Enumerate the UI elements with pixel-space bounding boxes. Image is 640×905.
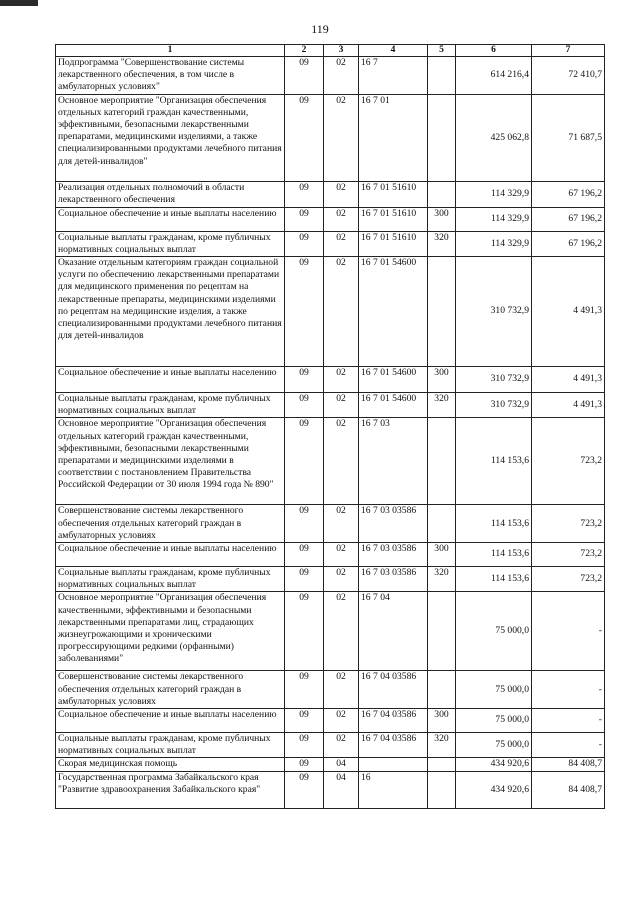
target-article-cell: 16 [359, 771, 428, 808]
amount-cell: 614 216,4 [456, 57, 532, 95]
amount-cell: 67 196,2 [532, 207, 605, 231]
subsection-code-cell: 02 [324, 57, 359, 95]
target-article-cell: 16 7 03 03586 [359, 505, 428, 543]
expense-type-cell: 300 [428, 367, 456, 393]
table-row [56, 231, 605, 256]
row-name-cell: Скорая медицинская помощь [56, 758, 285, 771]
row-name-cell: Социальное обеспечение и иные выплаты населению [56, 709, 285, 733]
expense-type-cell: 320 [428, 733, 456, 758]
amount-cell: - [532, 592, 605, 671]
amount-cell: 67 196,2 [532, 181, 605, 207]
target-article-cell: 16 7 03 [359, 418, 428, 505]
section-code-cell: 09 [285, 57, 324, 95]
subsection-code-cell: 02 [324, 592, 359, 671]
amount-cell: 723,2 [532, 567, 605, 592]
row-name-cell: Социальные выплаты гражданам, кроме публичных нормативных социальных выплат [56, 393, 285, 418]
amount-cell: 4 491,3 [532, 367, 605, 393]
target-article-cell: 16 7 03 03586 [359, 567, 428, 592]
row-name-cell: Государственная программа Забайкальского края "Развитие здравоохранения Забайкальского края" [56, 771, 285, 808]
section-code-cell: 09 [285, 94, 324, 181]
expense-type-cell [428, 771, 456, 808]
expense-type-cell: 320 [428, 393, 456, 418]
amount-cell: 72 410,7 [532, 57, 605, 95]
amount-cell: 67 196,2 [532, 231, 605, 256]
amount-cell: 75 000,0 [456, 671, 532, 709]
expense-type-cell [428, 57, 456, 95]
row-name-cell: Реализация отдельных полномочий в области лекарственного обеспечения [56, 181, 285, 207]
amount-cell: 75 000,0 [456, 709, 532, 733]
section-code-cell: 09 [285, 733, 324, 758]
section-code-cell: 09 [285, 505, 324, 543]
row-name-cell: Социальное обеспечение и иные выплаты населению [56, 543, 285, 567]
expense-type-cell: 300 [428, 543, 456, 567]
section-code-cell: 09 [285, 367, 324, 393]
row-name-cell: Совершенствование системы лекарственного обеспечения отдельных категорий граждан в амбулаторных условиях [56, 671, 285, 709]
table-header-row [56, 45, 605, 57]
amount-cell: 114 329,9 [456, 181, 532, 207]
amount-cell: 4 491,3 [532, 257, 605, 367]
amount-cell: 84 408,7 [532, 758, 605, 771]
page-number: 119 [311, 22, 329, 36]
subsection-code-cell: 02 [324, 207, 359, 231]
column-header: 7 [532, 45, 605, 57]
column-header: 3 [324, 45, 359, 57]
section-code-cell: 09 [285, 758, 324, 771]
section-code-cell: 09 [285, 567, 324, 592]
subsection-code-cell: 02 [324, 671, 359, 709]
column-header: 5 [428, 45, 456, 57]
target-article-cell [359, 758, 428, 771]
target-article-cell: 16 7 01 54600 [359, 257, 428, 367]
section-code-cell: 09 [285, 771, 324, 808]
expense-type-cell [428, 257, 456, 367]
row-name-cell: Социальное обеспечение и иные выплаты населению [56, 207, 285, 231]
subsection-code-cell: 02 [324, 543, 359, 567]
expense-type-cell: 300 [428, 207, 456, 231]
row-name-cell: Социальное обеспечение и иные выплаты населению [56, 367, 285, 393]
subsection-code-cell: 02 [324, 181, 359, 207]
table-row [56, 94, 605, 181]
section-code-cell: 09 [285, 418, 324, 505]
expense-type-cell: 300 [428, 709, 456, 733]
amount-cell: - [532, 733, 605, 758]
table-body [56, 57, 605, 809]
expense-type-cell: 320 [428, 567, 456, 592]
table-row [56, 505, 605, 543]
table-row [56, 207, 605, 231]
column-header: 4 [359, 45, 428, 57]
amount-cell: 114 153,6 [456, 567, 532, 592]
amount-cell: 4 491,3 [532, 393, 605, 418]
amount-cell: 71 687,5 [532, 94, 605, 181]
target-article-cell: 16 7 01 51610 [359, 207, 428, 231]
section-code-cell: 09 [285, 543, 324, 567]
target-article-cell: 16 7 04 03586 [359, 709, 428, 733]
amount-cell: 310 732,9 [456, 367, 532, 393]
target-article-cell: 16 7 01 51610 [359, 231, 428, 256]
row-name-cell: Социальные выплаты гражданам, кроме публичных нормативных социальных выплат [56, 733, 285, 758]
column-header: 2 [285, 45, 324, 57]
expense-type-cell [428, 418, 456, 505]
table-row [56, 709, 605, 733]
table-row [56, 543, 605, 567]
amount-cell: 114 153,6 [456, 418, 532, 505]
amount-cell: - [532, 671, 605, 709]
target-article-cell: 16 7 04 03586 [359, 671, 428, 709]
table-row [56, 671, 605, 709]
table-row [56, 418, 605, 505]
subsection-code-cell: 02 [324, 733, 359, 758]
amount-cell: 425 062,8 [456, 94, 532, 181]
target-article-cell: 16 7 [359, 57, 428, 95]
amount-cell: 75 000,0 [456, 592, 532, 671]
amount-cell: 434 920,6 [456, 758, 532, 771]
section-code-cell: 09 [285, 709, 324, 733]
subsection-code-cell: 02 [324, 567, 359, 592]
amount-cell: 310 732,9 [456, 257, 532, 367]
expense-type-cell [428, 94, 456, 181]
amount-cell: 723,2 [532, 505, 605, 543]
subsection-code-cell: 02 [324, 418, 359, 505]
section-code-cell: 09 [285, 231, 324, 256]
subsection-code-cell: 02 [324, 231, 359, 256]
expense-type-cell [428, 505, 456, 543]
expense-type-cell: 320 [428, 231, 456, 256]
amount-cell: 723,2 [532, 543, 605, 567]
table-row [56, 567, 605, 592]
row-name-cell: Основное мероприятие "Организация обеспечения отдельных категорий граждан качественными, эффективными, безопасными лекарственными препаратами и медицинскими изделиями в соответствии с постановлением Правительства Российской Федерации от 30 июля 1994 года № 890" [56, 418, 285, 505]
subsection-code-cell: 02 [324, 505, 359, 543]
amount-cell: 84 408,7 [532, 771, 605, 808]
table-row [56, 592, 605, 671]
amount-cell: - [532, 709, 605, 733]
amount-cell: 723,2 [532, 418, 605, 505]
corner-scan-mark [0, 0, 38, 6]
row-name-cell: Социальные выплаты гражданам, кроме публичных нормативных социальных выплат [56, 567, 285, 592]
table-row [56, 367, 605, 393]
table-row [56, 393, 605, 418]
amount-cell: 114 153,6 [456, 543, 532, 567]
amount-cell: 114 329,9 [456, 207, 532, 231]
row-name-cell: Основное мероприятие "Организация обеспечения качественными, эффективными и безопасными лекарственными препаратами лиц, страдающих жизнеугрожающими и хроническими прогрессирующими редкими (орфанными) заболеваниями" [56, 592, 285, 671]
target-article-cell: 16 7 01 54600 [359, 367, 428, 393]
expense-type-cell [428, 592, 456, 671]
budget-table [55, 44, 605, 809]
row-name-cell: Оказание отдельным категориям граждан социальной услуги по обеспечению лекарственными препаратами для медицинского применения по рецептам на лекарственные препараты, медицинскими изделиями по рецептам на медицинские изделия, а также специализированными продуктами лечебного питания для детей-инвалидов [56, 257, 285, 367]
amount-cell: 114 329,9 [456, 231, 532, 256]
table-row [56, 57, 605, 95]
amount-cell: 75 000,0 [456, 733, 532, 758]
expense-type-cell [428, 181, 456, 207]
section-code-cell: 09 [285, 257, 324, 367]
target-article-cell: 16 7 01 54600 [359, 393, 428, 418]
subsection-code-cell: 02 [324, 367, 359, 393]
amount-cell: 434 920,6 [456, 771, 532, 808]
section-code-cell: 09 [285, 393, 324, 418]
table-row [56, 758, 605, 771]
section-code-cell: 09 [285, 181, 324, 207]
table-row [56, 257, 605, 367]
target-article-cell: 16 7 03 03586 [359, 543, 428, 567]
subsection-code-cell: 02 [324, 94, 359, 181]
row-name-cell: Подпрограмма "Совершенствование системы лекарственного обеспечения, в том числе в амбулаторных условиях" [56, 57, 285, 95]
section-code-cell: 09 [285, 592, 324, 671]
row-name-cell: Социальные выплаты гражданам, кроме публичных нормативных социальных выплат [56, 231, 285, 256]
column-header: 6 [456, 45, 532, 57]
target-article-cell: 16 7 04 [359, 592, 428, 671]
target-article-cell: 16 7 01 [359, 94, 428, 181]
column-header: 1 [56, 45, 285, 57]
target-article-cell: 16 7 04 03586 [359, 733, 428, 758]
section-code-cell: 09 [285, 207, 324, 231]
table-row [56, 733, 605, 758]
expense-type-cell [428, 671, 456, 709]
amount-cell: 114 153,6 [456, 505, 532, 543]
subsection-code-cell: 02 [324, 709, 359, 733]
row-name-cell: Совершенствование системы лекарственного обеспечения отдельных категорий граждан в амбулаторных условиях [56, 505, 285, 543]
section-code-cell: 09 [285, 671, 324, 709]
subsection-code-cell: 02 [324, 393, 359, 418]
expense-type-cell [428, 758, 456, 771]
subsection-code-cell: 04 [324, 758, 359, 771]
target-article-cell: 16 7 01 51610 [359, 181, 428, 207]
table-row [56, 181, 605, 207]
subsection-code-cell: 04 [324, 771, 359, 808]
amount-cell: 310 732,9 [456, 393, 532, 418]
table-row [56, 771, 605, 808]
row-name-cell: Основное мероприятие "Организация обеспечения отдельных категорий граждан качественными, эффективными, безопасными лекарственными препаратами, медицинскими изделиями, а также специализированными продуктами лечебного питания для детей-инвалидов" [56, 94, 285, 181]
subsection-code-cell: 02 [324, 257, 359, 367]
